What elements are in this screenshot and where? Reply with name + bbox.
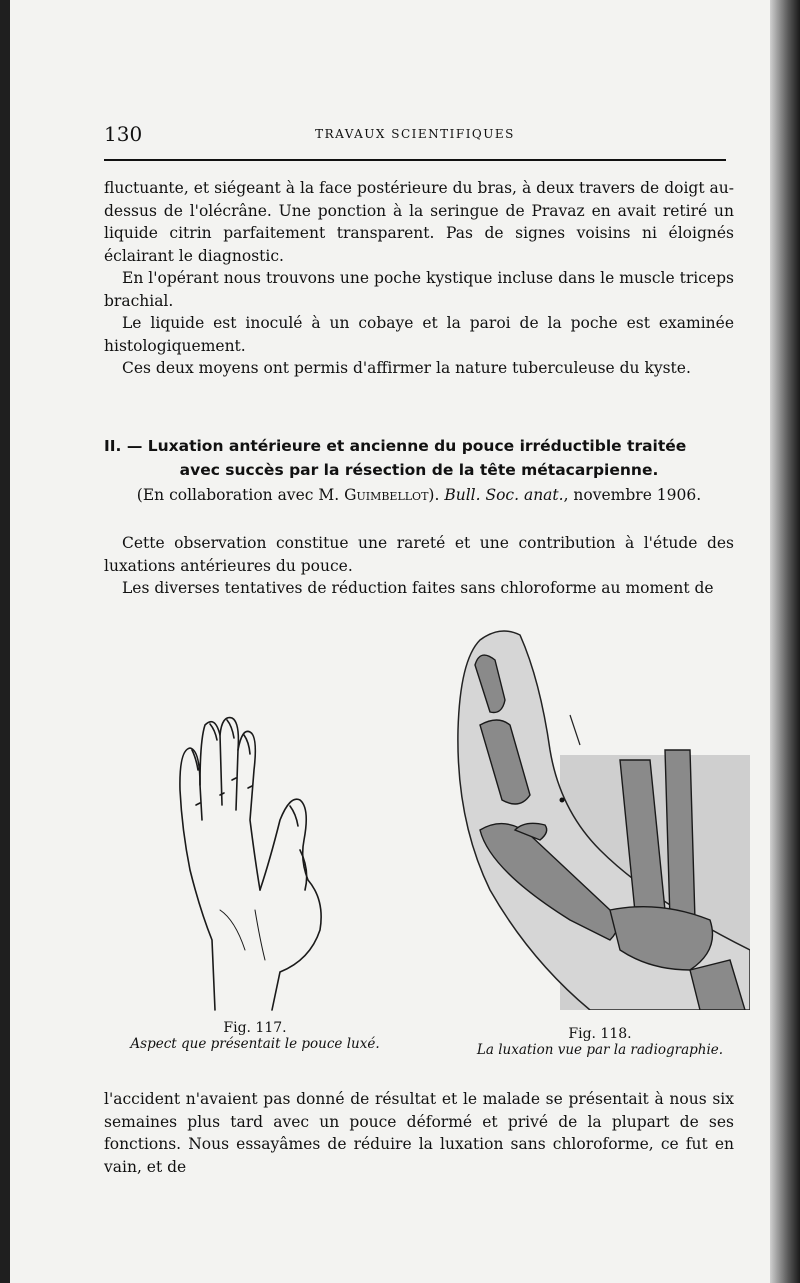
figure-117-caption [110,1020,400,1052]
collaboration-note [104,486,734,504]
figure-117-number: Fig. 117. [223,1020,287,1036]
body-paragraph-2: Les diverses tentatives de réduction faites sans chloroforme au moment de [122,579,714,597]
collab-mid: ). [428,486,445,504]
collab-journal: Bull. Soc. anat. [444,486,564,504]
intro-paragraph-3: Le liquide est inoculé à un cobaye et la paroi de la poche est examinée histologiquement. [104,314,734,355]
page-edge-shadow [770,0,800,1283]
figure-118-number: Fig. 118. [568,1026,632,1042]
continuation-paragraph-1: l'accident n'avaient pas donné de résultat et le malade se présentait à nous six semaines plus tard avec un pouce déformé et privé de la plupart de ses fonctions. Nous essayâmes de réduire la luxation sans chloroforme, ce fut en vain, et de [104,1090,734,1176]
intro-paragraph-1: fluctuante, et siégeant à la face postérieure du bras, à deux travers de doigt au-dessus de l'olécrâne. Une ponction à la seringue de Pravaz en avait retiré un liquide citrin parfaitement transparent. Pas de signes voisins ni éloignés éclairant le diagnostic. [104,179,734,265]
intro-paragraph-2: En l'opérant nous trouvons une poche kystique incluse dans le muscle triceps brachial. [104,269,734,310]
intro-paragraph-4: Ces deux moyens ont permis d'affirmer la nature tuberculeuse du kyste. [122,359,691,377]
collab-date: , novembre 1906. [563,486,702,504]
page-header [104,122,726,146]
hand-illustration [160,710,350,1015]
section-heading [104,434,734,482]
continuation-text [104,1088,734,1178]
figure-117-text: Aspect que présentait le pouce luxé. [130,1036,380,1052]
body-paragraph-1: Cette observation constitue une rareté et une contribution à l'étude des luxations antérieures du pouce. [104,534,734,575]
figure-118-caption [450,1026,750,1058]
body-text [104,532,734,600]
collab-name: Guimbellot [344,486,429,504]
intro-text [104,177,734,380]
page-number: 130 [104,122,143,146]
collab-prefix: (En collaboration avec M. [136,486,345,504]
radiograph-illustration [450,620,750,1010]
header-rule [104,159,726,161]
section-heading-line-1: II. — Luxation antérieure et ancienne du pouce irréductible traitée [104,437,687,455]
figure-118-text: La luxation vue par la radiographie. [476,1042,724,1058]
running-title: TRAVAUX SCIENTIFIQUES [315,127,515,141]
section-heading-line-2: avec succès par la résection de la tête métacarpienne. [179,461,659,479]
